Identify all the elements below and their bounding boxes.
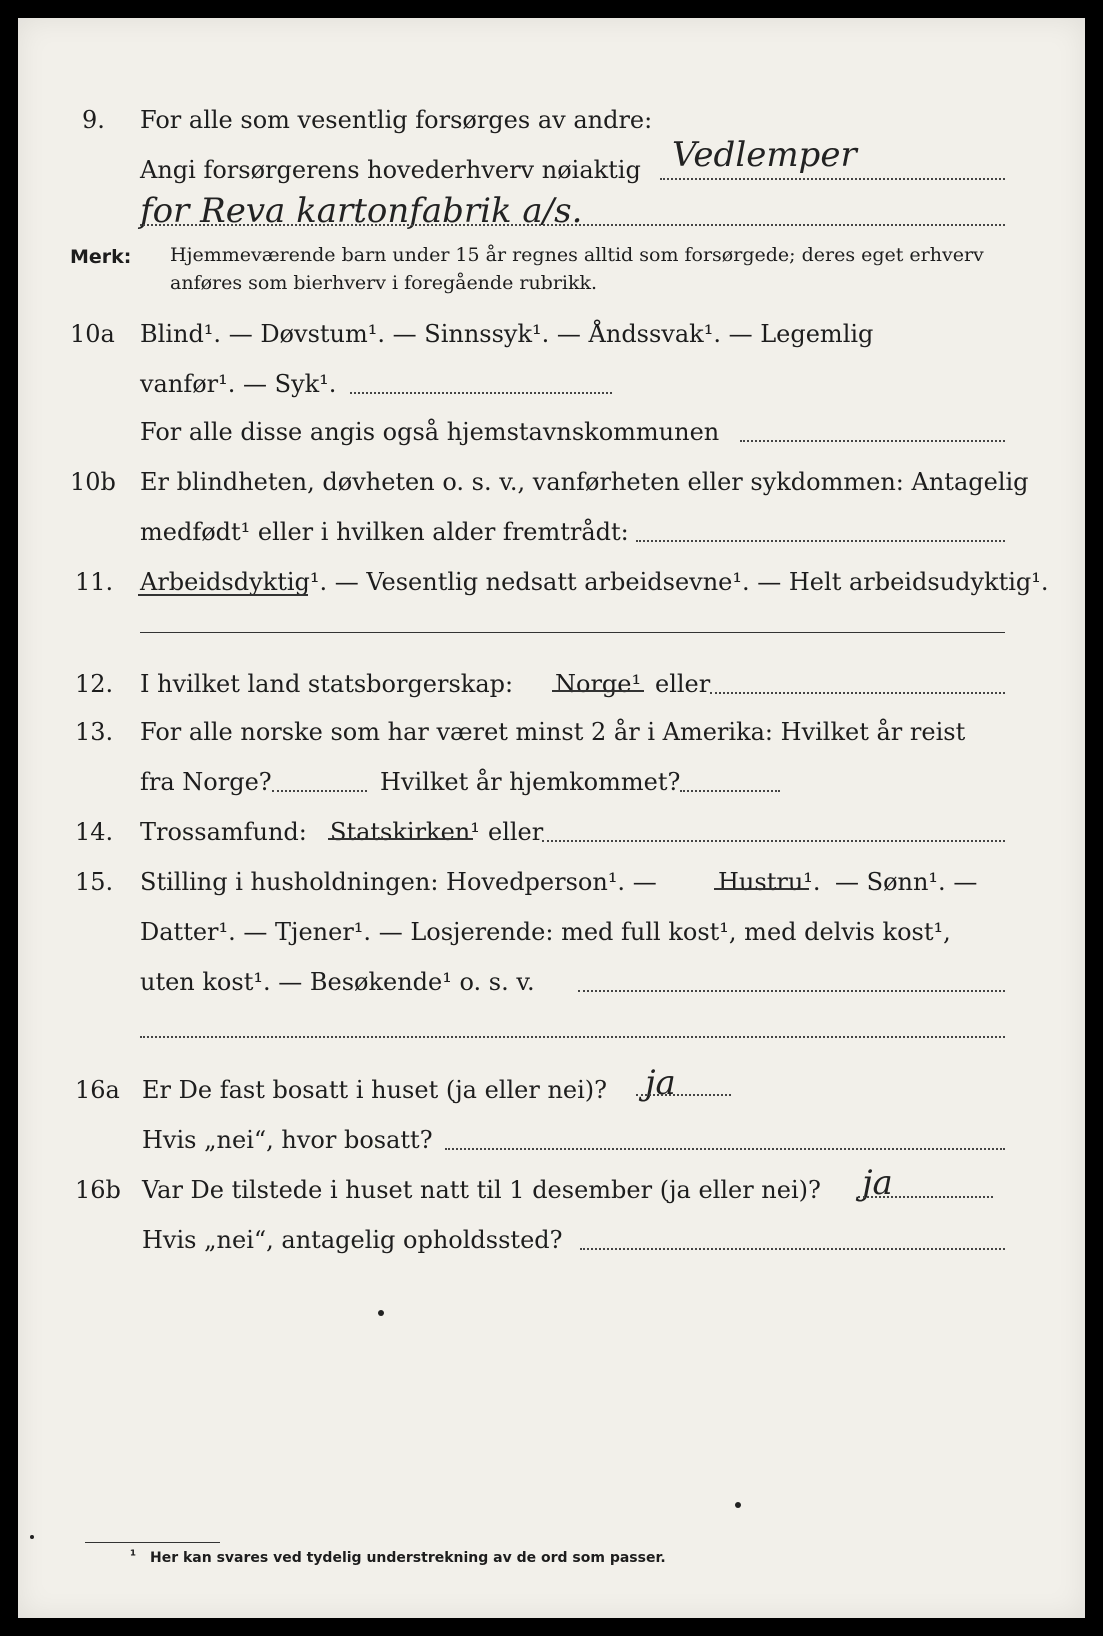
merk-label: Merk: bbox=[70, 246, 132, 268]
item-12-number: 12. bbox=[75, 670, 114, 698]
item-10a-number: 10a bbox=[70, 320, 115, 348]
item-12-underline-norge bbox=[552, 690, 644, 692]
item-10b-line2: medfødt¹ eller i hvilken alder fremtrådt: bbox=[140, 518, 629, 546]
item-14-prefix: Trossamfund: bbox=[140, 818, 307, 846]
item-14-suffix: eller bbox=[488, 818, 544, 846]
item-13-line2a-dots bbox=[272, 790, 367, 792]
item-15-line2: Datter¹. — Tjener¹. — Losjerende: med full kost¹, med delvis kost¹, bbox=[140, 918, 951, 946]
item-15-blank-dots bbox=[140, 1036, 1005, 1038]
item-9-line1: For alle som vesentlig forsørges av andre: bbox=[140, 106, 653, 134]
item-10a-line1: Blind¹. — Døvstum¹. — Sinnssyk¹. — Åndssvak¹. — Legemlig bbox=[140, 320, 874, 348]
item-16b-answer: ja bbox=[862, 1163, 893, 1203]
item-11-blank-line bbox=[140, 632, 1005, 633]
item-16a-line2-dots bbox=[445, 1148, 1005, 1150]
ink-speck bbox=[30, 1535, 34, 1539]
footnote-rule bbox=[85, 1542, 220, 1543]
item-16a-line2: Hvis „nei“, hvor bosatt? bbox=[142, 1126, 433, 1154]
item-16b-line2-dots bbox=[580, 1248, 1005, 1250]
item-12-prefix: I hvilket land statsborgerskap: bbox=[140, 670, 514, 698]
item-15-number: 15. bbox=[75, 868, 114, 896]
item-10a-line2: vanfør¹. — Syk¹. bbox=[140, 370, 337, 398]
item-16a-number: 16a bbox=[75, 1076, 120, 1104]
item-14-dots bbox=[542, 840, 1005, 842]
merk-line2: anføres som bierhverv i foregående rubrikk. bbox=[170, 272, 598, 294]
item-10a-line2-dots bbox=[350, 392, 612, 394]
item-9-answer2: for Reva kartonfabrik a/s. bbox=[140, 191, 583, 231]
item-15-hustru: Hustru¹. bbox=[718, 868, 821, 896]
item-16a-line1-dots bbox=[636, 1094, 731, 1096]
item-16a-answer: ja bbox=[645, 1063, 676, 1103]
item-16b-line2: Hvis „nei“, antagelig opholdssted? bbox=[142, 1226, 563, 1254]
item-15-line3-dots bbox=[578, 990, 1005, 992]
footnote-mark: ¹ bbox=[130, 1548, 137, 1564]
item-10b-line1: Er blindheten, døvheten o. s. v., vanførheten eller sykdommen: Antagelig bbox=[140, 468, 1029, 496]
item-14-number: 14. bbox=[75, 818, 114, 846]
item-12-dots bbox=[710, 692, 1005, 694]
item-11-underline-arbeidsdyktig bbox=[138, 594, 308, 596]
item-15-line3: uten kost¹. — Besøkende¹ o. s. v. bbox=[140, 968, 535, 996]
item-10a-line3: For alle disse angis også hjemstavnskommunen bbox=[140, 418, 720, 446]
item-9-answer1: Vedlemper bbox=[672, 135, 857, 175]
item-16b-line1-dots bbox=[858, 1196, 993, 1198]
item-13-line2a: fra Norge? bbox=[140, 768, 272, 796]
item-13-number: 13. bbox=[75, 718, 114, 746]
item-13-line1: For alle norske som har været minst 2 år i Amerika: Hvilket år reist bbox=[140, 718, 966, 746]
item-10b-line2-dots bbox=[636, 540, 1005, 542]
item-11-line1: Arbeidsdyktig¹. — Vesentlig nedsatt arbeidsevne¹. — Helt arbeidsudyktig¹. bbox=[140, 568, 1049, 596]
ink-speck bbox=[378, 1310, 384, 1316]
item-9-number: 9. bbox=[82, 106, 105, 134]
item-14-underline-statskirken bbox=[328, 838, 473, 840]
item-12-norge: Norge¹ bbox=[555, 670, 642, 698]
item-11-number: 11. bbox=[75, 568, 114, 596]
item-9-line2-dots bbox=[660, 178, 1005, 180]
item-16b-line1: Var De tilstede i huset natt til 1 desember (ja eller nei)? bbox=[142, 1176, 821, 1204]
item-10b-number: 10b bbox=[70, 468, 116, 496]
merk-line1: Hjemmeværende barn under 15 år regnes alltid som forsørgede; deres eget erhverv bbox=[170, 244, 984, 266]
item-16a-line1: Er De fast bosatt i huset (ja eller nei)? bbox=[142, 1076, 608, 1104]
item-15-line1a: Stilling i husholdningen: Hovedperson¹. — bbox=[140, 868, 657, 896]
item-13-line2b-dots bbox=[680, 790, 780, 792]
item-14-statskirken: Statskirken¹ bbox=[330, 818, 480, 846]
item-9-line3-dots bbox=[140, 224, 1005, 226]
ink-speck bbox=[735, 1502, 741, 1508]
item-16b-number: 16b bbox=[75, 1176, 121, 1204]
item-12-suffix: eller bbox=[655, 670, 711, 698]
item-15-line1c: — Sønn¹. — bbox=[835, 868, 978, 896]
item-13-line2b: Hvilket år hjemkommet? bbox=[380, 768, 681, 796]
item-15-underline-hustru bbox=[714, 888, 809, 890]
footnote-text: Her kan svares ved tydelig understrekning av de ord som passer. bbox=[150, 1550, 666, 1566]
item-9-line2: Angi forsørgerens hovederhverv nøiaktig bbox=[140, 156, 641, 184]
item-10a-line3-dots bbox=[740, 440, 1005, 442]
